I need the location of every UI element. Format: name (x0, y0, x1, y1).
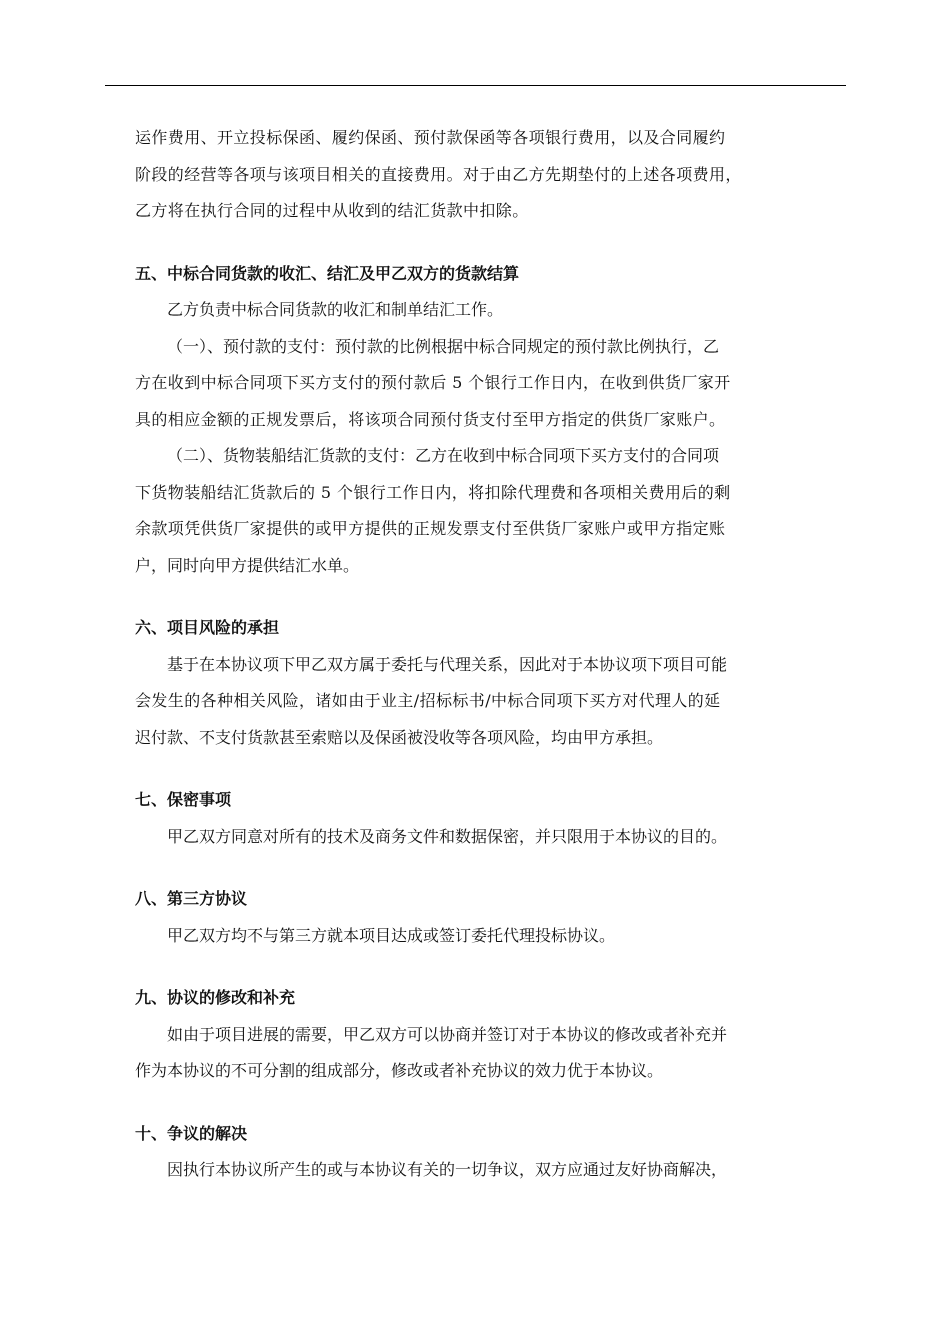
intro-paragraph (135, 120, 850, 230)
section-gap (135, 855, 850, 881)
text-line: 如由于项目进展的需要，甲乙双方可以协商并签订对于本协议的修改或者补充并 (167, 1024, 728, 1044)
section-gap (135, 584, 850, 610)
document-body (135, 120, 850, 1189)
section-third-party (135, 881, 850, 954)
section-project-risk (135, 610, 850, 756)
section-heading: 八、第三方协议 (135, 889, 248, 908)
section-gap (135, 230, 850, 256)
text-line: 户，同时向甲方提供结汇水单。 (135, 555, 360, 575)
text-line: 余款项凭供货厂家提供的或甲方提供的正规发票支付至供货厂家账户或甲方指定账 (135, 519, 726, 538)
section-heading: 十、争议的解决 (135, 1123, 248, 1143)
text-line: 会发生的各种相关风险，诸如由于业主/招标标书/中标合同项下买方对代理人的延 (135, 691, 721, 710)
section-amendment (135, 980, 850, 1090)
text-line: 运作费用、开立投标保函、履约保函、预付款保函等各项银行费用，以及合同履约 (135, 128, 726, 147)
text-line: 基于在本协议项下甲乙双方属于委托与代理关系，因此对于本协议项下项目可能 (167, 654, 728, 674)
text-line: 甲乙双方同意对所有的技术及商务文件和数据保密，并只限用于本协议的目的。 (167, 826, 728, 846)
section-gap (135, 954, 850, 980)
text-line: 甲乙双方均不与第三方就本项目达成或签订委托代理投标协议。 (167, 925, 616, 945)
section-confidentiality (135, 782, 850, 855)
text-line: （二）、货物装船结汇货款的支付：乙方在收到中标合同项下买方支付的合同项 (167, 446, 720, 465)
section-heading: 七、保密事项 (135, 790, 232, 809)
text-line: 乙方将在执行合同的过程中从收到的结汇货款中扣除。 (135, 201, 529, 220)
text-line: （一）、预付款的支付：预付款的比例根据中标合同规定的预付款比例执行，乙 (167, 336, 720, 356)
text-line: 阶段的经营等各项与该项目相关的直接费用。对于由乙方先期垫付的上述各项费用， (135, 164, 742, 184)
section-heading: 六、项目风险的承担 (135, 618, 280, 637)
text-line: 乙方负责中标合同货款的收汇和制单结汇工作。 (167, 300, 504, 319)
text-line: 具的相应金额的正规发票后，将该项合同预付货支付至甲方指定的供货厂家账户。 (135, 409, 726, 429)
text-line: 方在收到中标合同项下买方支付的预付款后 5 个银行工作日内，在收到供货厂家开 (135, 373, 731, 392)
text-line: 下货物装船结汇货款后的 5 个银行工作日内，将扣除代理费和各项相关费用后的剩 (135, 482, 731, 502)
text-line: 因执行本协议所产生的或与本协议有关的一切争议，双方应通过友好协商解决， (167, 1160, 728, 1179)
section-gap (135, 1090, 850, 1116)
text-line: 作为本协议的不可分割的组成部分，修改或者补充协议的效力优于本协议。 (135, 1061, 664, 1080)
section-heading: 五、中标合同货款的收汇、结汇及甲乙双方的货款结算 (135, 263, 520, 283)
text-line: 迟付款、不支付货款甚至索赔以及保函被没收等各项风险，均由甲方承担。 (135, 727, 664, 747)
section-gap (135, 756, 850, 782)
header-rule (105, 85, 846, 86)
section-payment-settlement (135, 256, 850, 585)
section-heading: 九、协议的修改和补充 (135, 988, 296, 1007)
section-dispute-resolution (135, 1116, 850, 1189)
